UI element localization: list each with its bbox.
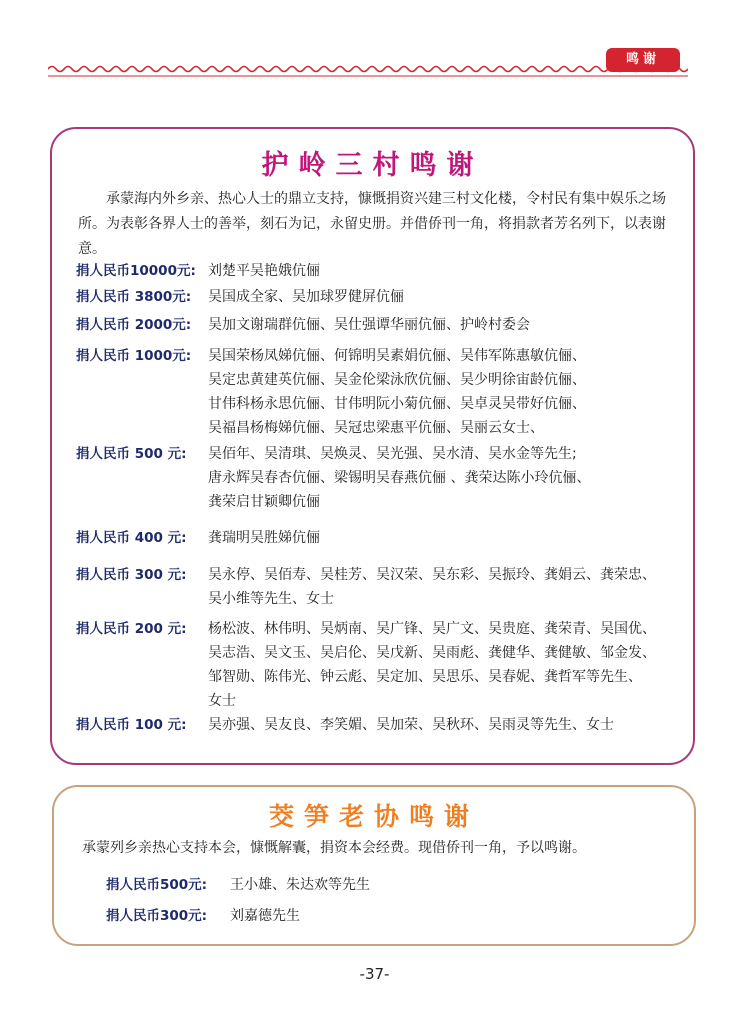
donor-line: 吴定忠黄建英伉俪、吴金伦梁泳欣伉俪、吴少明徐宙龄伉俪、 <box>208 372 586 388</box>
donor-line: 刘楚平吴艳娥伉俪 <box>208 263 320 279</box>
donation-amount: 捐人民币 400 元: <box>76 530 187 546</box>
section-tab: 鸣谢 <box>606 48 680 72</box>
donor-names <box>208 563 678 611</box>
donor-line: 吴国荣杨凤娣伉俪、何锦明吴素娟伉俪、吴伟军陈惠敏伉俪、 <box>208 348 586 364</box>
page-number: -37- <box>359 965 390 983</box>
donor-names <box>208 259 678 283</box>
donor-line: 龚荣启甘颖卿伉俪 <box>208 494 320 510</box>
donor-line: 龚瑞明吴胜娣伉俪 <box>208 530 320 546</box>
donation-amount: 捐人民币 1000元: <box>76 348 192 364</box>
donation-amount: 捐人民币 100 元: <box>76 717 187 733</box>
donor-names <box>208 526 678 550</box>
decorative-wave-divider <box>48 62 688 80</box>
donation-amount: 捐人民币 200 元: <box>76 621 187 637</box>
donor-line: 女士 <box>208 693 236 709</box>
section-title: 茭笋老协鸣谢 <box>268 802 479 831</box>
donor-names <box>230 904 700 928</box>
section-intro: 承蒙列乡亲热心支持本会，慷慨解囊，捐资本会经费。现借侨刊一角，予以鸣谢。 <box>82 840 586 856</box>
donor-line: 吴加文谢瑞群伉俪、吴仕强谭华丽伉俪、护岭村委会 <box>208 317 530 333</box>
donor-line: 甘伟科杨永思伉俪、甘伟明阮小菊伉俪、吴卓灵吴带好伉俪、 <box>208 396 586 412</box>
donor-line: 吴亦强、吴友良、李笑媚、吴加荣、吴秋环、吴雨灵等先生、女士 <box>208 717 614 733</box>
donation-amount: 捐人民币500元: <box>106 877 208 893</box>
donor-line: 杨松波、林伟明、吴炳南、吴广锋、吴广文、吴贵庭、龚荣青、吴国优、 <box>208 621 656 637</box>
donor-line: 吴小维等先生、女士 <box>208 591 334 607</box>
section-hulingsancun <box>50 127 695 765</box>
donor-names <box>230 873 700 897</box>
donor-names <box>208 442 678 514</box>
donor-line: 唐永辉吴春杏伉俪、梁锡明吴春燕伉俪 、龚荣达陈小玲伉俪、 <box>208 470 591 486</box>
donor-line: 吴永停、吴佰寿、吴桂芳、吴汉荣、吴东彩、吴振玲、龚娟云、龚荣忠、 <box>208 567 656 583</box>
donor-names <box>208 344 678 440</box>
donor-line: 吴志浩、吴文玉、吴启伦、吴戊新、吴雨彪、龚健华、龚健敏、邹金发、 <box>208 645 656 661</box>
donor-line: 吴福昌杨梅娣伉俪、吴冠忠梁惠平伉俪、吴丽云女士、 <box>208 420 544 436</box>
donor-names <box>208 285 678 309</box>
section-jiaosun-laoxie <box>52 785 696 946</box>
donation-amount: 捐人民币 500 元: <box>76 446 187 462</box>
section-intro: 承蒙海内外乡亲、热心人士的鼎立支持，慷慨捐资兴建三村文化楼，令村民有集中娱乐之场所。为表彰各界人士的善举，刻石为记，永留史册。并借侨刊一角，将捐款者芳名列下，以表谢意。 <box>78 191 666 257</box>
donor-line: 王小雄、朱达欢等先生 <box>230 877 370 893</box>
donation-amount: 捐人民币300元: <box>106 908 208 924</box>
section-title: 护岭三村鸣谢 <box>261 150 484 181</box>
donation-amount: 捐人民币10000元: <box>76 263 196 279</box>
donor-line: 吴国成全家、吴加球罗健屏伉俪 <box>208 289 404 305</box>
donation-amount: 捐人民币 2000元: <box>76 317 192 333</box>
donor-line: 邹智勋、陈伟光、钟云彪、吴定加、吴思乐、吴春妮、龚哲军等先生、 <box>208 669 642 685</box>
donor-line: 刘嘉德先生 <box>230 908 300 924</box>
donor-names <box>208 713 678 737</box>
donation-amount: 捐人民币 3800元: <box>76 289 192 305</box>
donor-names <box>208 313 678 337</box>
donor-line: 吴佰年、吴清琪、吴焕灵、吴光强、吴水清、吴水金等先生; <box>208 446 577 462</box>
donation-amount: 捐人民币 300 元: <box>76 567 187 583</box>
donor-names <box>208 617 678 713</box>
